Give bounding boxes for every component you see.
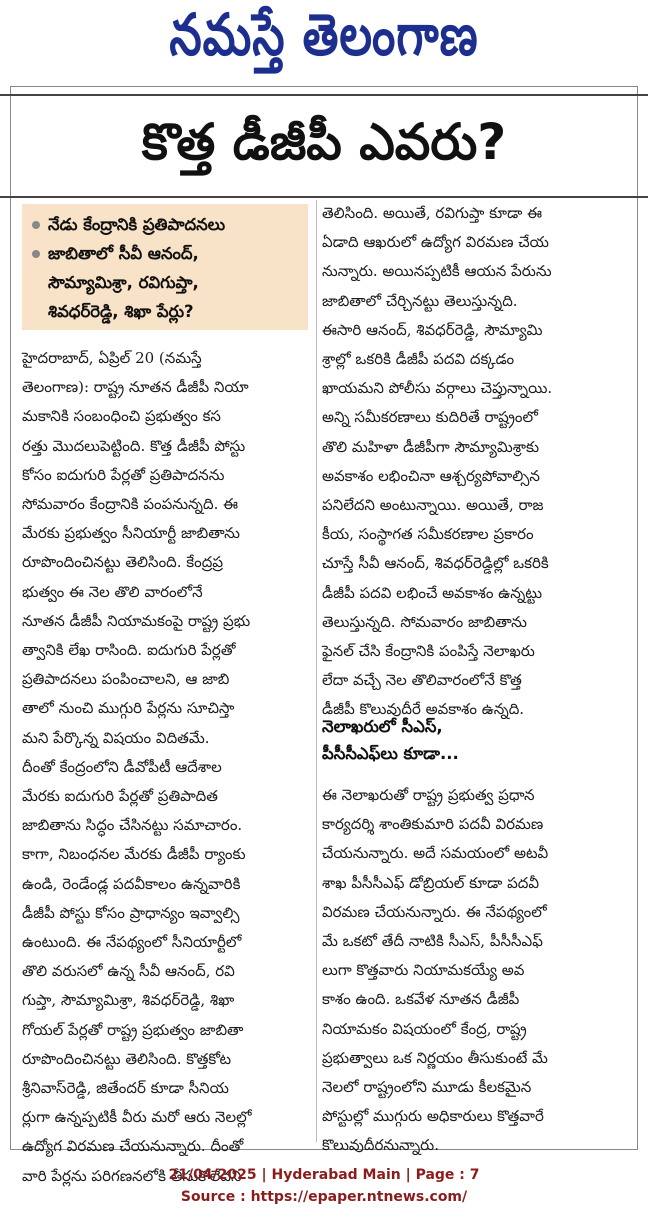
bullet-icon — [32, 250, 40, 258]
headline — [0, 104, 648, 192]
divider — [0, 94, 648, 96]
highlight-item: నేడు కేంద్రానికి ప్రతిపాదనలు — [30, 210, 300, 239]
footer — [0, 1164, 648, 1208]
footer-source: Source : https://epaper.ntnews.com/ — [180, 1189, 468, 1205]
masthead-title: నమస్తే తెలంగాణ — [169, 0, 479, 69]
divider — [0, 196, 648, 198]
bullet-icon — [32, 221, 40, 229]
article-column-2: తెలిసింది. అయితే, రవిగుప్తా కూడా ఈ ఏడాది ఆఖరులో ఉద్యోగ విరమణ చేయ నున్నారు. అయినప్పటికీ ఆయన పేరును జాబితాలో చేర్చినట్టు తెలుస్తున్నది. ఈసారి ఆనంద్, శివధర్‌రెడ్డి, సౌమ్యామి శ్రాల్లో ఒకరికి డీజీపీ పదవి దక్కడం ఖాయమని పోలీసు వర్గాలు చెప్తున్నాయి. అన్ని సమీకరణాలు కుదిరితే రాష్ట్రంలో తొలి మహిళా డీజీపీగా సౌమ్యామిశ్రాకు అవకాశం లభించినా ఆశ్చర్యపోవాల్సిన పనిలేదని అంటున్నాయి. అయితే, రాజ కీయ, సంస్థాగత సమీకరణాల ప్రకారం చూస్తే సీవీ ఆనంద్, శివధర్‌రెడ్డిల్లో ఒకరికి డీజీపీ పదవి లభించే అవకాశం ఉన్నట్టు తెలుస్తున్నది. సోమవారం జాబితాను ఫైనల్ చేసి కేంద్రానికి పంపిస్తే నెలాఖరు లేదా వచ్చే నెల తొలివారంలోనే కొత్త డీజీపీ కొలువుదీరే అవకాశం ఉన్నది. — [322, 204, 553, 719]
subheading: నెలాఖరులో సీఎస్, పీసీసీఎఫ్‌లు కూడా... — [322, 717, 459, 763]
article-column-3: ఈ నెలాఖరుతో రాష్ట్ర ప్రభుత్వ ప్రధాన కార్యదర్శి శాంతికుమారి పదవీ విరమణ చేయనున్నారు. అదే సమయంలో అటవీ శాఖ పీసీసీఎఫ్ డోబ్రియల్ కూడా పదవీ విరమణ చేయనున్నారు. ఈ నేపథ్యంలో మే ఒకటో తేదీ నాటికి సీఎస్, పీసీసీఎఫ్ లుగా కొత్తవారు నియామకయ్యే అవ కాశం ఉంది. ఒకవేళ నూతన డీజీపీ నియామకం విషయంలో కేంద్ర, రాష్ట్ర ప్రభుత్వాలు ఒక నిర్ణయం తీసుకుంటే మే నెలలో రాష్ట్రంలోని మూడు కీలకమైన పోస్టుల్లో ముగ్గురు అధికారులు కొత్తవారే కొలువుదీరనున్నారు. — [322, 786, 549, 1155]
highlight-item: జాబితాలో సీవీ ఆనంద్, సౌమ్యామిశ్రా, రవిగుప్తా, శివధర్‌రెడ్డి, శిఖా పేర్లు? — [30, 239, 300, 326]
article-column-1: హైదరాబాద్, ఏప్రిల్ 20 (నమస్తే తెలంగాణ): రాష్ట్ర నూతన డీజీపీ నియా మకానికి సంబంధించి ప్రభుత్వం కస రత్తు మొదలుపెట్టింది. కొత్త డీజీపీ పోస్టు కోసం ఐదుగురి పేర్లతో ప్రతిపాదనను సోమవారం కేంద్రానికి పంపనున్నది. ఈ మేరకు ప్రభుత్వం సీనియార్టీ జాబితాను రూపొందించినట్టు తెలిసింది. కేంద్రప్ర భుత్వం ఈ నెల తొలి వారంలోనే నూతన డీజీపీ నియామకంపై రాష్ట్ర ప్రభు త్వానికి లేఖ రాసింది. ఐదుగురి పేర్లతో ప్రతిపాదనలు పంపించాలని, ఆ జాబి తాలో నుంచి ముగ్గురి పేర్లను సూచిస్తా మని పేర్కొన్న విషయం విదితమే. దీంతో కేంద్రంలోని డీవోపీటీ ఆదేశాల మేరకు ఐదుగురి పేర్లతో ప్రతిపాదిత జాబితాను సిద్ధం చేసినట్టు సమాచారం. కాగా, నిబంధనల మేరకు డీజీపీ ర్యాంకు ఉండి, రెండేండ్ల పదవీకాలం ఉన్నవారికి డీజీపీ పోస్టు కోసం ప్రాధాన్యం ఇవ్వాల్సి ఉంటుంది. ఈ నేపథ్యంలో సీనియార్టీలో తొలి వరుసలో ఉన్న సీవీ ఆనంద్, రవి గుప్తా, సౌమ్యామిశ్రా, శివధర్‌రెడ్డి, శిఖా గోయల్ పేర్లతో రాష్ట్ర ప్రభుత్వం జాబితా రూపొందించినట్టు తెలిసింది. కొత్తకోట శ్రీనివాస్‌రెడ్డి, జితేందర్ కూడా సీనియ ర్లుగా ఉన్నప్పటికీ వీరు మరో ఆరు నెలల్లో ఉద్యోగ విరమణ చేయనున్నారు. దీంతో వారి పేర్లను పరిగణనలోకి తీసుకోలేదని — [22, 349, 252, 1185]
masthead-logo — [0, 0, 648, 84]
footer-date-page: 21/04/2025 | Hyderabad Main | Page : 7 — [168, 1167, 480, 1183]
highlights-box — [22, 204, 308, 330]
column-divider — [316, 200, 317, 1142]
headline-text: కొత్త డీజీపీ ఎవరు? — [141, 112, 507, 171]
